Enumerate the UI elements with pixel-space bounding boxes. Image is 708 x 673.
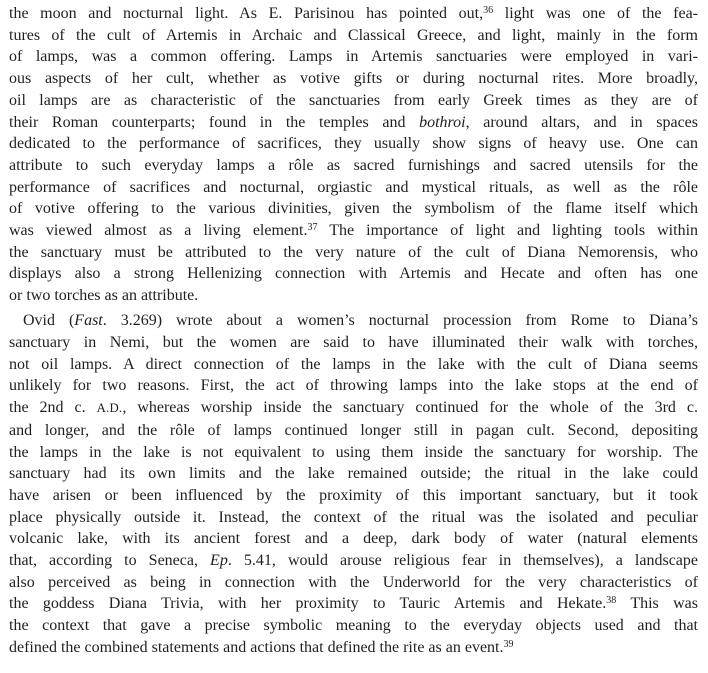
body-text: the context that gave a precise symbolic meaning to the everyday objects used and that: [9, 617, 698, 635]
text-line: [9, 420, 698, 442]
text-line: [9, 46, 698, 68]
body-text: . 3.269) wrote about a women’s nocturnal procession from Rome to Diana’s: [102, 312, 699, 330]
body-text: displays also a strong Hellenizing connection with Artemis and Hecate and often has one: [9, 265, 698, 283]
text-line: [9, 397, 698, 420]
body-text: , whereas worship inside the sanctuary continued for the whole of the 3rd c.: [122, 399, 698, 417]
text-line: [9, 242, 698, 264]
text-line: [9, 593, 698, 615]
text-line: [9, 375, 698, 397]
body-text: defined the combined statements and actions that defined the rite as an event.: [9, 638, 504, 656]
body-text: their Roman counterparts; found in the temples and: [9, 113, 420, 131]
body-text: performance of sacrifices and nocturnal, orgiastic and mystical rituals, as well as the rôle: [9, 178, 698, 196]
body-text: sanctuary had its own limits and the lake remained outside; the ritual in the lake could: [9, 465, 698, 483]
text-line: [9, 198, 698, 220]
body-text: and longer, and the rôle of lamps continued longer still in pagan cult. Second, depositing: [9, 421, 698, 439]
body-text: . 5.41, would arouse religious fear in themselves), a landscape: [227, 552, 698, 570]
body-text: attribute to such everyday lamps a rôle as sacred furnishings and sacred utensils for the: [9, 156, 698, 174]
smallcaps-text: A.D.: [96, 401, 123, 416]
italic-text: Fast: [74, 312, 103, 330]
text-line: [9, 285, 698, 307]
text-line: [9, 572, 698, 594]
text-line: [9, 550, 698, 572]
text-line: [9, 133, 698, 155]
body-text: This was: [616, 595, 699, 613]
text-line: [9, 442, 698, 464]
text-line: [9, 3, 698, 25]
body-text: of lamps, was a common offering. Lamps in Artemis sanctuaries were employed in vari-: [9, 48, 698, 66]
text-line: [9, 485, 698, 507]
text-line: [9, 112, 698, 134]
footnote-reference: 36: [483, 5, 494, 16]
italic-text: Ep: [210, 552, 228, 570]
body-text: light was one of the fea-: [493, 5, 699, 22]
text-line: [9, 615, 698, 637]
text-line: [9, 263, 698, 285]
text-line: [9, 507, 698, 529]
body-text: , around altars, and in spaces: [465, 113, 699, 131]
text-line: [9, 68, 698, 90]
body-text: that, according to Seneca,: [9, 552, 211, 570]
body-text: of votive offering to the various divinities, given the symbolism of the flame itself which: [9, 200, 698, 218]
text-line: [9, 25, 698, 47]
body-text: The importance of light and lighting tools within: [317, 222, 699, 240]
body-text: volcanic lake, with its ancient forest and a deep, dark body of water (natural elements: [9, 530, 698, 548]
body-text: the 2nd c.: [9, 399, 97, 417]
text-line: [9, 177, 698, 199]
text-line: [9, 637, 698, 659]
body-text: the goddess Diana Trivia, with her proximity to Tauric Artemis and Hekate.: [9, 595, 607, 613]
page-text: [9, 3, 698, 659]
body-text: not oil lamps. A direct connection of the lamps in the lake with the cult of Diana seems: [9, 355, 698, 373]
text-line: [9, 332, 698, 354]
body-text: the lamps in the lake is not equivalent to using them inside the sanctuary for worship. The: [9, 443, 698, 461]
body-text: was viewed almost as a living element.: [9, 222, 308, 240]
text-line: [9, 310, 698, 332]
body-text: the moon and nocturnal light. As E. Parisinou has pointed out,: [9, 5, 484, 22]
body-text: place physically outside it. Instead, the context of the ritual was the isolated and peculiar: [9, 508, 698, 526]
text-line: [9, 528, 698, 550]
footnote-reference: 39: [503, 638, 514, 650]
body-text: the sanctuary must be attributed to the very nature of the cult of Diana Nemorensis, who: [9, 243, 698, 261]
text-line: [9, 354, 698, 376]
body-text: unlikely for two reasons. First, the act of throwing lamps into the lake stops at the end of: [9, 377, 698, 395]
body-text: sanctuary in Nemi, but the women are said to have illuminated their walk with torches,: [9, 334, 698, 352]
footnote-reference: 38: [606, 595, 617, 607]
text-line: [9, 155, 698, 177]
paragraph: [9, 310, 698, 658]
footnote-reference: 37: [307, 222, 318, 234]
body-text: ous aspects of her cult, whether as votive gifts or during nocturnal rites. More broadly,: [9, 70, 698, 88]
body-text: have arisen or been influenced by the proximity of this important sanctuary, but it took: [9, 486, 698, 504]
paragraph: [9, 3, 698, 307]
text-line: [9, 220, 698, 242]
body-text: tures of the cult of Artemis in Archaic and Classical Greece, and light, mainly in the form: [9, 26, 698, 44]
body-text: dedicated to the performance of sacrifices, they usually show signs of heavy use. One can: [9, 135, 698, 153]
text-line: [9, 463, 698, 485]
body-text: Ovid (: [23, 312, 75, 330]
body-text: also perceived as being in connection with the Underworld for the very characteristics of: [9, 573, 698, 591]
body-text: oil lamps are as characteristic of the sanctuaries from early Greek times as they are of: [9, 91, 698, 109]
body-text: or two torches as an attribute.: [9, 287, 199, 305]
italic-text: bothroi: [419, 113, 466, 131]
text-line: [9, 90, 698, 112]
